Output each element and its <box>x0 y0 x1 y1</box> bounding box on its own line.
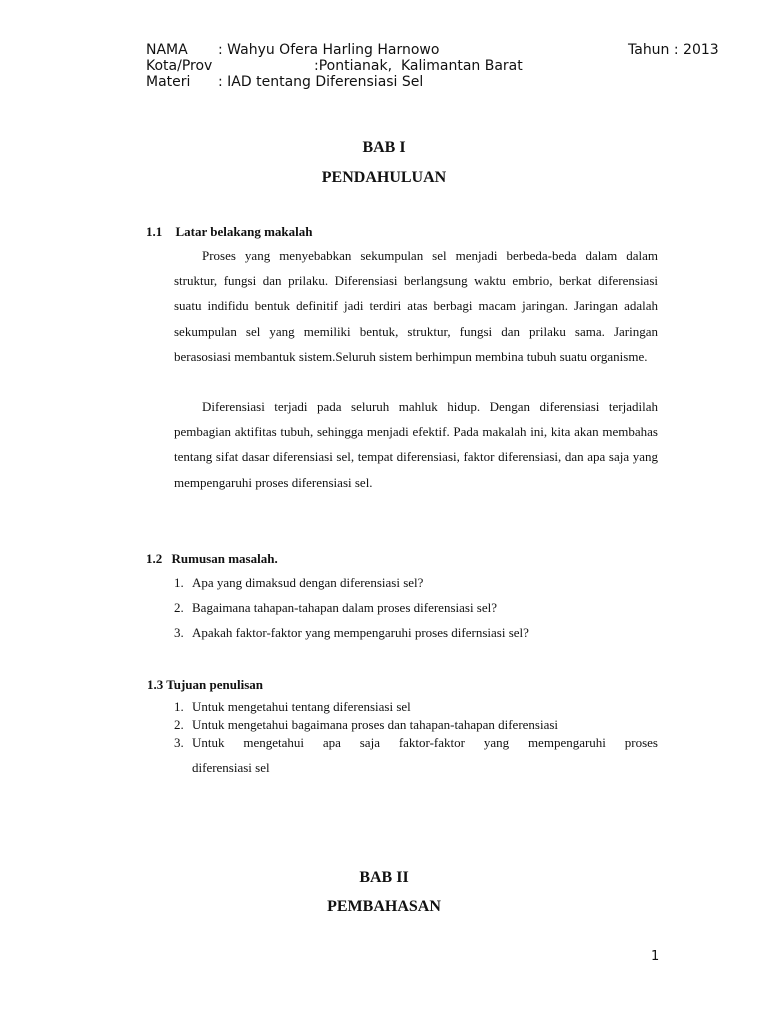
list-item: 1. Apa yang dimaksud dengan diferensiasi sel? <box>174 575 424 590</box>
tahun-label: Tahun : 2013 <box>628 42 719 58</box>
chapter-subtitle: PEMBAHASAN <box>327 898 441 915</box>
list-item: 2. Bagaimana tahapan-tahapan dalam proses diferensiasi sel? <box>174 600 498 615</box>
chapter-title: BAB I <box>362 139 406 156</box>
section-heading-1-1 <box>146 224 313 240</box>
section-title: Rumusan masalah. <box>171 551 278 566</box>
section-number: 1.2 <box>146 551 163 566</box>
section-heading-1-2 <box>146 551 278 567</box>
section-heading-1-3: 1.3 Tujuan penulisan <box>147 677 263 692</box>
header-row-kota <box>146 58 766 74</box>
materi-value: : IAD tentang Diferensiasi Sel <box>218 74 424 90</box>
kota-value: :Pontianak, Kalimantan Barat <box>314 58 523 74</box>
page-number: 1 <box>651 949 660 964</box>
list-item: 3. Untuk mengetahui apa saja faktor-faktor yang mempengaruhi proses <box>174 735 658 750</box>
list-item: 3. Apakah faktor-faktor yang mempengaruhi proses difernsiasi sel? <box>174 625 529 640</box>
list-item-continuation: diferensiasi sel <box>192 760 270 775</box>
section-number: 1.1 <box>146 224 163 239</box>
list-item: 2. Untuk mengetahui bagaimana proses dan tahapan-tahapan diferensiasi <box>174 717 559 732</box>
nama-value: : Wahyu Ofera Harling Harnowo <box>218 42 440 58</box>
nama-label: NAMA <box>146 42 188 58</box>
header-row-nama <box>146 42 766 58</box>
chapter-subtitle: PENDAHULUAN <box>321 169 447 186</box>
header-row-materi <box>146 74 766 90</box>
kota-label: Kota/Prov <box>146 58 213 74</box>
paragraph: Proses yang menyebabkan sekumpulan sel menjadi berbeda-beda dalam dalam struktur, fungsi dan prilaku. Diferensiasi berlangsung waktu embrio, berkat diferensiasi suatu indifidu bentuk definitif jadi terdiri atas berbagi macam jaringan. Jaringan adalah sekumpulan sel yang memiliki bentuk, struktur, fungsi dan prilaku sama. Jaringan berasosiasi membantuk sistem.Seluruh sistem berhimpun membina tubuh suatu organisme. <box>174 248 658 364</box>
chapter-title: BAB II <box>359 869 409 886</box>
document-header <box>146 42 766 90</box>
section-title: Latar belakang makalah <box>175 224 313 239</box>
paragraph: Diferensiasi terjadi pada seluruh mahluk hidup. Dengan diferensiasi terjadilah pembagian aktifitas tubuh, sehingga menjadi efektif. Pada makalah ini, kita akan membahas tentang sifat dasar diferensiasi sel, tempat diferensiasi, faktor diferensiasi, dan apa saja yang mempengaruhi proses diferensiasi sel. <box>174 399 658 490</box>
materi-label: Materi <box>146 74 191 90</box>
list-item: 1. Untuk mengetahui tentang diferensiasi sel <box>174 699 411 714</box>
